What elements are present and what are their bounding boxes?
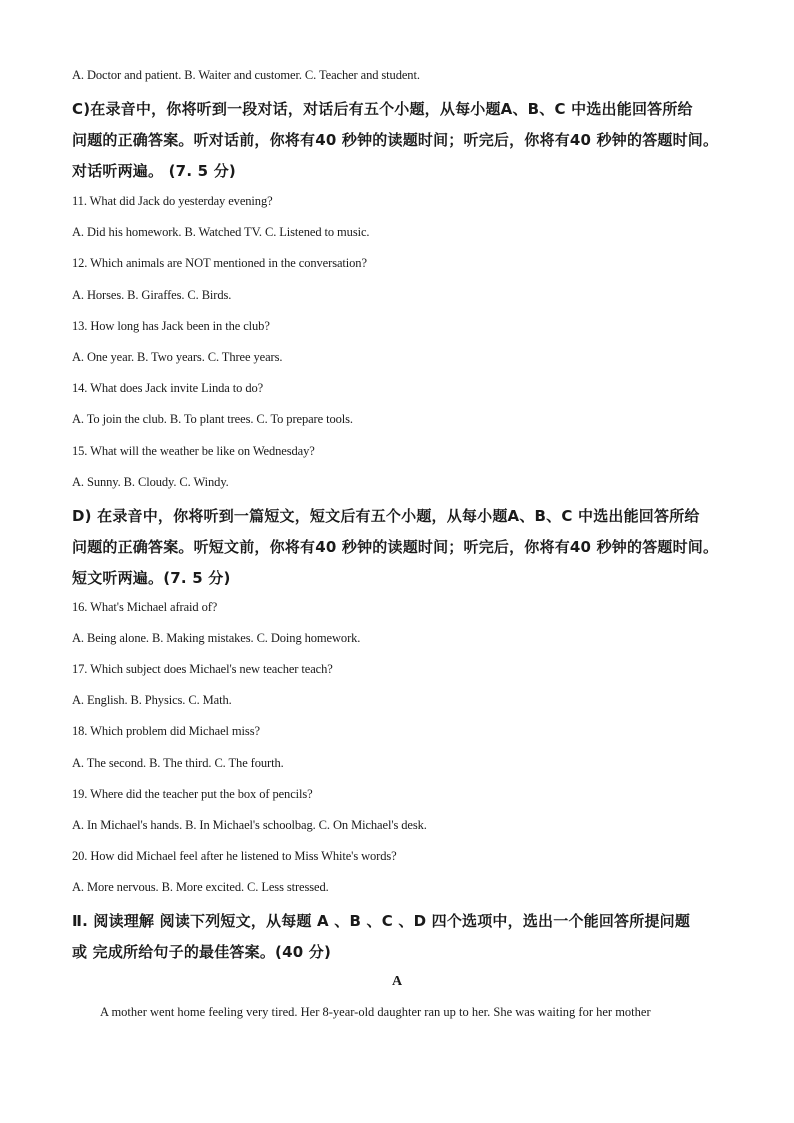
options-q16: A. Being alone. B. Making mistakes. C. Doing homework. (72, 631, 361, 645)
section-c-instructions-line3: 对话听两遍。 (7. 5 分) (72, 162, 236, 180)
section-c-instructions-line1: C)在录音中，你将听到一段对话，对话后有五个小题，从每小题A、B、C 中选出能回答所给 (72, 100, 693, 118)
question-13: 13. How long has Jack been in the club? (72, 319, 270, 333)
options-q15: A. Sunny. B. Cloudy. C. Windy. (72, 475, 229, 489)
options-q13: A. One year. B. Two years. C. Three years. (72, 350, 283, 364)
question-14: 14. What does Jack invite Linda to do? (72, 381, 264, 395)
section-d-instructions-line1: D) 在录音中，你将听到一篇短文，短文后有五个小题，从每小题A、B、C 中选出能回答所给 (72, 507, 700, 525)
options-q17: A. English. B. Physics. C. Math. (72, 693, 232, 707)
options-q10: A. Doctor and patient. B. Waiter and customer. C. Teacher and student. (72, 68, 420, 82)
question-17: 17. Which subject does Michael's new teacher teach? (72, 662, 333, 676)
passage-title: A (391, 974, 403, 989)
question-11: 11. What did Jack do yesterday evening? (72, 194, 273, 208)
section-c-instructions-line2: 问题的正确答案。听对话前，你将有40 秒钟的读题时间；听完后，你将有40 秒钟的答题时间。 (72, 131, 719, 149)
section-2-instructions-line2: 或 完成所给句子的最佳答案。(40 分) (72, 943, 332, 961)
section-2-instructions-line1: Ⅱ. 阅读理解 阅读下列短文，从每题 A 、B 、C 、D 四个选项中，选出一个能回答所提问题 (72, 912, 691, 930)
section-d-instructions-line3: 短文听两遍。(7. 5 分) (72, 569, 231, 587)
options-q19: A. In Michael's hands. B. In Michael's schoolbag. C. On Michael's desk. (72, 818, 427, 832)
question-12: 12. Which animals are NOT mentioned in the conversation? (72, 256, 367, 270)
options-q11: A. Did his homework. B. Watched TV. C. Listened to music. (72, 225, 370, 239)
options-q14: A. To join the club. B. To plant trees. C. To prepare tools. (72, 412, 353, 426)
passage-first-line: A mother went home feeling very tired. Her 8-year-old daughter ran up to her. She was waiting for her mother (100, 1005, 651, 1019)
question-15: 15. What will the weather be like on Wednesday? (72, 444, 315, 458)
question-16: 16. What's Michael afraid of? (72, 600, 218, 614)
question-18: 18. Which problem did Michael miss? (72, 724, 260, 738)
options-q18: A. The second. B. The third. C. The fourth. (72, 756, 284, 770)
question-20: 20. How did Michael feel after he listened to Miss White's words? (72, 849, 397, 863)
section-d-instructions-line2: 问题的正确答案。听短文前，你将有40 秒钟的读题时间；听完后，你将有40 秒钟的答题时间。 (72, 538, 719, 556)
options-q12: A. Horses. B. Giraffes. C. Birds. (72, 288, 232, 302)
question-19: 19. Where did the teacher put the box of pencils? (72, 787, 313, 801)
options-q20: A. More nervous. B. More excited. C. Less stressed. (72, 880, 329, 894)
